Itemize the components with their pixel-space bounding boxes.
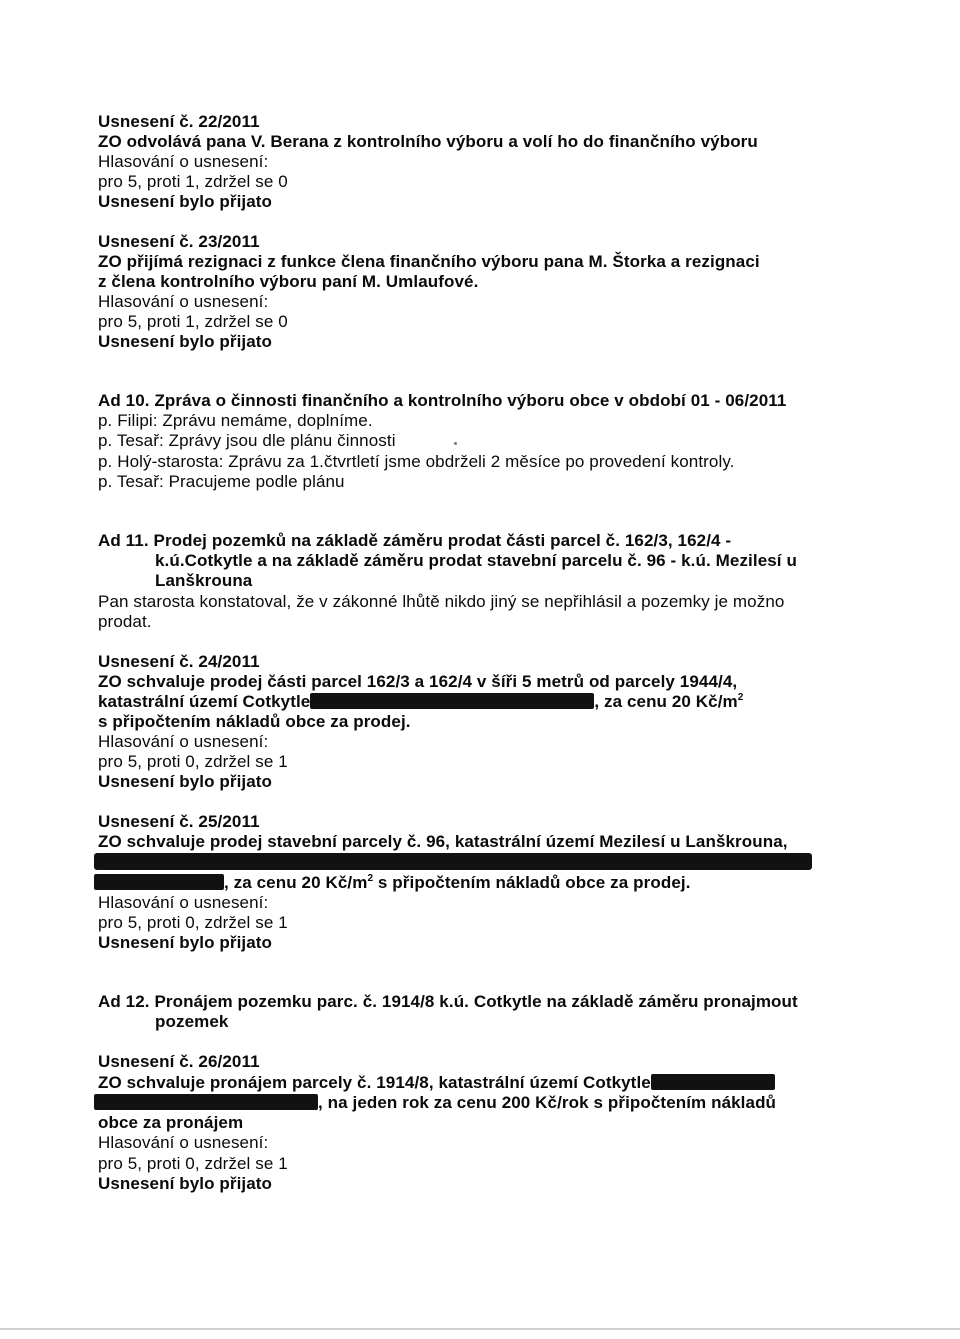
- resolution-26-vote-label: Hlasování o usnesení:: [98, 1133, 269, 1152]
- agenda-10-line4: p. Tesař: Pracujeme podle plánu: [98, 472, 345, 491]
- resolution-22-result: Usnesení bylo přijato: [98, 192, 273, 211]
- resolution-24-text-line2-start: katastrální území Cotkytle: [98, 692, 311, 711]
- redaction-bar: [94, 853, 812, 870]
- resolution-25-vote-label: Hlasování o usnesení:: [98, 893, 269, 912]
- resolution-24-text-line1: ZO schvaluje prodej části parcel 162/3 a 162/4 v šíři 5 metrů od parcely 1944/4,: [98, 672, 738, 691]
- resolution-26-text-line2-end: , na jeden rok za cenu 200 Kč/rok s připočtením nákladů: [318, 1093, 777, 1112]
- resolution-25-title: Usnesení č. 25/2011: [98, 812, 260, 831]
- page-bottom-edge: [0, 1328, 960, 1330]
- resolution-25-result: Usnesení bylo přijato: [98, 933, 273, 952]
- agenda-10-heading: Ad 10. Zpráva o činnosti finančního a kontrolního výboru obce v období 01 - 06/2011: [98, 391, 787, 410]
- resolution-25-text-line3-start: , za cenu 20 Kč/m: [224, 873, 368, 892]
- resolution-26-text-line3: obce za pronájem: [98, 1113, 244, 1132]
- resolution-24-vote-label: Hlasování o usnesení:: [98, 732, 269, 751]
- resolution-24-text-line3: s připočtením nákladů obce za prodej.: [98, 712, 411, 731]
- agenda-11-heading-line3: Lanškrouna: [155, 571, 253, 590]
- resolution-26-vote: pro 5, proti 0, zdržel se 1: [98, 1154, 288, 1173]
- redaction-bar: [310, 693, 594, 709]
- resolution-25-text-line1: ZO schvaluje prodej stavební parcely č. 96, katastrální území Mezilesí u Lanškrouna,: [98, 832, 788, 851]
- agenda-10-line1: p. Filipi: Zprávu nemáme, doplníme.: [98, 411, 373, 430]
- resolution-26-title: Usnesení č. 26/2011: [98, 1052, 260, 1071]
- superscript-2: 2: [367, 873, 374, 884]
- resolution-23-text-line1: ZO přijímá rezignaci z funkce člena finančního výboru pana M. Štorka a rezignaci: [98, 252, 760, 271]
- agenda-12-heading-line1: Ad 12. Pronájem pozemku parc. č. 1914/8 k.ú. Cotkytle na základě záměru pronajmout: [98, 992, 798, 1011]
- agenda-11-heading-line2: k.ú.Cotkytle a na základě záměru prodat stavební parcelu č. 96 - k.ú. Mezilesí u: [155, 551, 797, 570]
- agenda-11-heading-line1: Ad 11. Prodej pozemků na základě záměru prodat části parcel č. 162/3, 162/4 -: [98, 531, 732, 550]
- scan-speck: [454, 442, 457, 445]
- resolution-26-text-line1: [98, 1073, 775, 1093]
- resolution-23-text-line2: z člena kontrolního výboru paní M. Umlaufové.: [98, 272, 479, 291]
- resolution-26-text-line1-start: ZO schvaluje pronájem parcely č. 1914/8, katastrální území Cotkytle: [98, 1073, 651, 1092]
- agenda-10-line3: p. Holý-starosta: Zprávu za 1.čtvrtletí jsme obdrželi 2 měsíce po provedení kontroly.: [98, 452, 735, 471]
- resolution-25-vote: pro 5, proti 0, zdržel se 1: [98, 913, 288, 932]
- superscript-2: 2: [737, 692, 744, 703]
- resolution-26-text-line2: [98, 1093, 776, 1113]
- resolution-24-title: Usnesení č. 24/2011: [98, 652, 260, 671]
- resolution-22-vote-label: Hlasování o usnesení:: [98, 152, 269, 171]
- agenda-10-line2: p. Tesař: Zprávy jsou dle plánu činnosti: [98, 431, 396, 450]
- resolution-24-result: Usnesení bylo přijato: [98, 772, 273, 791]
- redaction-bar: [651, 1074, 775, 1090]
- agenda-11-paragraph-line2: prodat.: [98, 612, 152, 631]
- agenda-12-heading-line2: pozemek: [155, 1012, 229, 1031]
- resolution-22-text: ZO odvolává pana V. Berana z kontrolního výboru a volí ho do finančního výboru: [98, 132, 758, 151]
- resolution-23-vote: pro 5, proti 1, zdržel se 0: [98, 312, 288, 331]
- resolution-23-title: Usnesení č. 23/2011: [98, 232, 260, 251]
- resolution-22-vote: pro 5, proti 1, zdržel se 0: [98, 172, 288, 191]
- resolution-22-title: Usnesení č. 22/2011: [98, 112, 260, 131]
- resolution-26-result: Usnesení bylo přijato: [98, 1174, 273, 1193]
- resolution-24-vote: pro 5, proti 0, zdržel se 1: [98, 752, 288, 771]
- resolution-23-result: Usnesení bylo přijato: [98, 332, 273, 351]
- agenda-11-paragraph-line1: Pan starosta konstatoval, že v zákonné lhůtě nikdo jiný se nepřihlásil a pozemky je možno: [98, 592, 785, 611]
- redaction-bar: [94, 874, 224, 890]
- resolution-25-text-line3-end: s připočtením nákladů obce za prodej.: [373, 873, 691, 892]
- resolution-24-text-line2-end: , za cenu 20 Kč/m: [594, 692, 738, 711]
- resolution-25-text-line3: [98, 873, 691, 893]
- redaction-bar: [94, 1094, 318, 1110]
- resolution-23-vote-label: Hlasování o usnesení:: [98, 292, 269, 311]
- resolution-24-text-line2: [98, 692, 743, 712]
